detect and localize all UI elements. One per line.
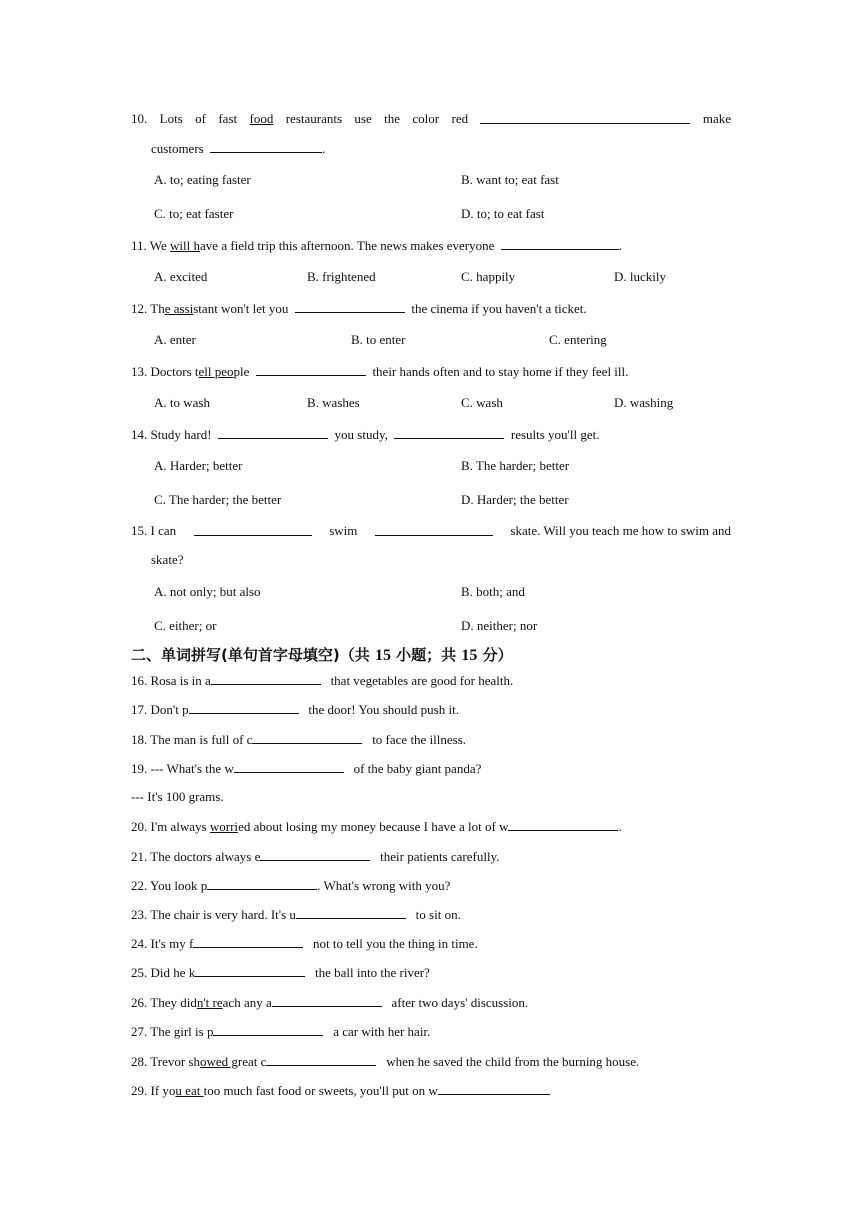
question-17 (131, 701, 459, 718)
q10-text: . (322, 141, 326, 156)
option-b[interactable]: B. to enter (351, 332, 406, 347)
heading-text: 分） (477, 646, 513, 664)
q13-text: their hands often and to stay home if they feel ill. (369, 364, 629, 379)
option-a[interactable]: A. enter (154, 332, 196, 347)
answer-blank[interactable] (295, 300, 405, 313)
question-16 (131, 672, 513, 689)
answer-blank[interactable] (210, 140, 322, 153)
q19-text: of the baby giant panda? (350, 761, 482, 776)
q26-text: after two days' discussion. (388, 995, 529, 1010)
q16-text: that vegetables are good for health. (327, 673, 514, 688)
option-c[interactable]: C. either; or (154, 618, 217, 633)
question-19-answer: --- It's 100 grams. (131, 789, 224, 804)
option-b[interactable]: B. both; and (461, 584, 525, 599)
q10-word: fast (218, 111, 238, 126)
q28-text: reat c (237, 1054, 267, 1069)
answer-blank[interactable] (194, 523, 312, 536)
q14-text: results you'll get. (507, 427, 600, 442)
question-18 (131, 731, 466, 748)
question-29 (131, 1082, 550, 1099)
question-20 (131, 818, 622, 835)
option-a[interactable]: A. to wash (154, 395, 210, 410)
question-13 (131, 363, 628, 380)
q15-text: 15. I can (131, 523, 177, 538)
heading-score: 15 (461, 647, 478, 664)
q10-word: of (195, 111, 206, 126)
question-15-line-2: skate? (151, 552, 184, 567)
heading-text: 小题；共 (390, 646, 462, 664)
question-19 (131, 760, 481, 777)
answer-blank[interactable] (375, 523, 493, 536)
question-12 (131, 300, 587, 317)
q14-text: 14. Study hard! (131, 427, 215, 442)
q28-text: owed g (200, 1054, 238, 1069)
section-heading (131, 644, 513, 665)
q28-text: 28. Trevor sh (131, 1054, 200, 1069)
answer-blank[interactable] (213, 1023, 323, 1036)
q10-word: restaurants (285, 111, 343, 126)
answer-blank[interactable] (189, 701, 299, 714)
q18-text: to face the illness. (368, 732, 467, 747)
option-d[interactable]: D. to; to eat fast (461, 206, 545, 221)
heading-text: 二、单词拼写(单句首字母填空)（共 (131, 646, 375, 664)
option-c[interactable]: C. to; eat faster (154, 206, 234, 221)
answer-blank[interactable] (296, 906, 406, 919)
q19-text: 19. --- What's the w (131, 761, 234, 776)
question-22 (131, 877, 450, 894)
q10-text: customers (151, 141, 204, 156)
q13-text: 13. Doctors t (131, 364, 199, 379)
q26-text: 26. They did (131, 995, 197, 1010)
question-10-line-2 (151, 140, 325, 157)
q10-word: red (451, 111, 469, 126)
question-10-line-1 (131, 111, 731, 127)
q12-text: e assi (164, 301, 194, 316)
question-11 (131, 237, 622, 254)
option-d[interactable]: D. neither; nor (461, 618, 538, 633)
option-d[interactable]: D. luckily (614, 269, 666, 284)
q25-text: the ball into the river? (311, 965, 430, 980)
q29-text: too much fast food or sweets, you'll put on w (203, 1083, 438, 1098)
q22-text: . What's wrong with you? (317, 878, 451, 893)
question-21 (131, 848, 499, 865)
answer-blank[interactable] (501, 237, 619, 250)
q10-word: Lots (159, 111, 183, 126)
answer-blank[interactable] (256, 363, 366, 376)
question-15-line-1 (131, 523, 731, 539)
q20-text: 20. I'm always (131, 819, 210, 834)
q27-text: a car with her hair. (329, 1024, 431, 1039)
answer-blank[interactable] (508, 818, 618, 831)
option-c[interactable]: C. happily (461, 269, 516, 284)
answer-blank[interactable] (218, 426, 328, 439)
q10-word: color (412, 111, 440, 126)
q26-text: ach any a (222, 995, 272, 1010)
answer-blank[interactable] (438, 1082, 550, 1095)
q17-text: the door! You should push it. (305, 702, 459, 717)
q12-text: the cinema if you haven't a ticket. (408, 301, 587, 316)
option-d[interactable]: D. Harder; the better (461, 492, 569, 507)
q21-text: their patients carefully. (376, 849, 500, 864)
question-25 (131, 964, 430, 981)
question-14 (131, 426, 600, 443)
option-a[interactable]: A. to; eating faster (154, 172, 251, 187)
q29-text: u eat (175, 1083, 204, 1098)
answer-blank[interactable] (266, 1053, 376, 1066)
q18-text: 18. The man is full of c (131, 732, 253, 747)
q15-text: swim (329, 523, 358, 538)
answer-blank[interactable] (234, 760, 344, 773)
option-a[interactable]: A. Harder; better (154, 458, 243, 473)
answer-blank[interactable] (252, 731, 362, 744)
option-c[interactable]: C. entering (549, 332, 607, 347)
q21-text: 21. The doctors always e (131, 849, 261, 864)
answer-blank[interactable] (211, 672, 321, 685)
q10-word: food (249, 111, 274, 126)
q11-text: ave a field trip this afternoon. The news makes everyone (200, 238, 498, 253)
question-26 (131, 994, 528, 1011)
q24-text: 24. It's my f (131, 936, 194, 951)
q27-text: 27. The girl is p (131, 1024, 214, 1039)
q15-text: skate. Will you teach me how to swim and (510, 523, 731, 538)
question-23 (131, 906, 461, 923)
q20-text: . (618, 819, 622, 834)
q23-text: 23. The chair is very hard. It's u (131, 907, 296, 922)
option-b[interactable]: B. want to; eat fast (461, 172, 559, 187)
q28-text: when he saved the child from the burning house. (382, 1054, 640, 1069)
q20-text: ed about losing my money because I have a lot of w (238, 819, 509, 834)
q22-text: 22. You look p (131, 878, 208, 893)
q13-text: ell peo (198, 364, 234, 379)
option-d[interactable]: D. washing (614, 395, 674, 410)
heading-count: 15 (374, 647, 391, 664)
answer-blank[interactable] (207, 877, 317, 890)
q10-word: use (354, 111, 372, 126)
option-c[interactable]: C. wash (461, 395, 503, 410)
q10-word: the (384, 111, 401, 126)
answer-blank[interactable] (394, 426, 504, 439)
q11-text: . (618, 238, 623, 253)
option-b[interactable]: B. frightened (307, 269, 376, 284)
answer-blank[interactable] (260, 848, 370, 861)
q16-text: 16. Rosa is in a (131, 673, 211, 688)
option-b[interactable]: B. washes (307, 395, 360, 410)
option-b[interactable]: B. The harder; better (461, 458, 570, 473)
q14-text: you study, (331, 427, 392, 442)
answer-blank[interactable] (480, 111, 690, 124)
q23-text: to sit on. (412, 907, 461, 922)
question-28 (131, 1053, 639, 1070)
q11-text: 11. We (131, 238, 171, 253)
q11-text: will h (170, 238, 201, 253)
q13-text: ple (233, 364, 253, 379)
option-c[interactable]: C. The harder; the better (154, 492, 282, 507)
answer-blank[interactable] (193, 935, 303, 948)
q10-number: 10. (131, 111, 148, 126)
q29-text: 29. If yo (131, 1083, 176, 1098)
answer-blank[interactable] (195, 964, 305, 977)
q17-text: 17. Don't p (131, 702, 189, 717)
q10-word: make (702, 111, 731, 126)
q12-text: 12. Th (131, 301, 165, 316)
q20-text: worri (209, 819, 239, 834)
question-27 (131, 1023, 430, 1040)
q25-text: 25. Did he k (131, 965, 196, 980)
answer-blank[interactable] (272, 994, 382, 1007)
q24-text: not to tell you the thing in time. (309, 936, 478, 951)
question-24 (131, 935, 478, 952)
option-a[interactable]: A. excited (154, 269, 208, 284)
q26-text: n't re (196, 995, 223, 1010)
q12-text: stant won't let you (193, 301, 292, 316)
option-a[interactable]: A. not only; but also (154, 584, 261, 599)
